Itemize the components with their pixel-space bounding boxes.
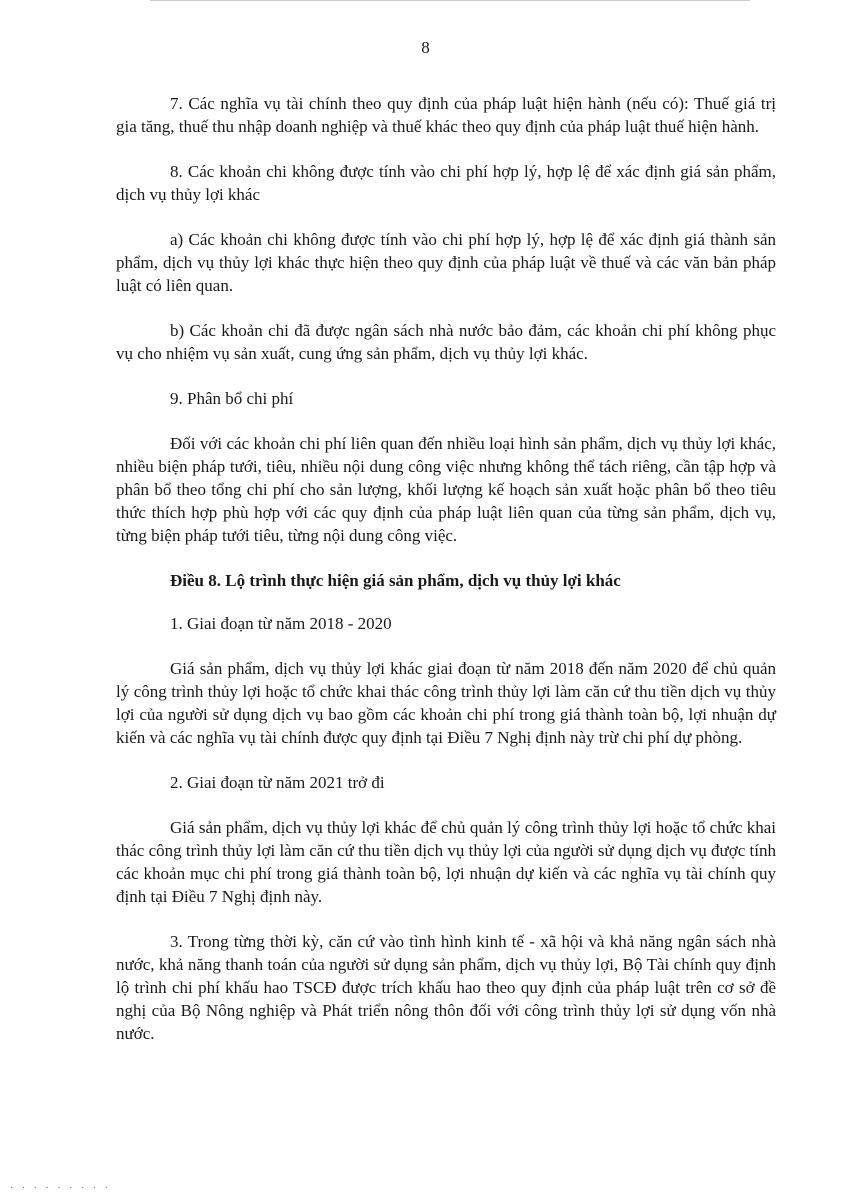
article-8-item-2-body: Giá sản phẩm, dịch vụ thủy lợi khác để chủ quản lý công trình thủy lợi hoặc tổ chức khai thác công trình thủy lợi làm căn cứ thu tiền dịch vụ thủy lợi của người sử dụng dịch vụ được tính các khoản mục chi phí trong giá thành toàn bộ, lợi nhuận dự kiến và các nghĩa vụ tài chính quy định tại Điều 7 Nghị định này.: [116, 818, 776, 906]
paragraph-9-body: Đối với các khoản chi phí liên quan đến nhiều loại hình sản phẩm, dịch vụ thủy lợi khác, nhiều biện pháp tưới, tiêu, nhiều nội dung công việc nhưng không thể tách riêng, cần tập hợp và phân bổ theo tổng chi phí cho sản lượng, khối lượng kế hoạch sản xuất hoặc phân bổ theo tiêu thức thích hợp phù hợp với các quy định của pháp luật liên quan của từng sản phẩm, dịch vụ, từng biện pháp tưới tiêu, từng nội dung công việc.: [116, 434, 776, 545]
article-8-item-3: 3. Trong từng thời kỳ, căn cứ vào tình hình kinh tế - xã hội và khả năng ngân sách nhà nước, khả năng thanh toán của người sử dụng sản phẩm, dịch vụ thủy lợi, Bộ Tài chính quy định lộ trình chi phí khấu hao TSCĐ được trích khấu hao theo quy định của pháp luật trên cơ sở đề nghị của Bộ Nông nghiệp và Phát triển nông thôn đối với công trình thủy lợi sử dụng vốn nhà nước.: [116, 932, 776, 1043]
paragraph-8-excluded-costs: 8. Các khoản chi không được tính vào chi phí hợp lý, hợp lệ để xác định giá sản phẩm, dịch vụ thủy lợi khác: [116, 162, 776, 204]
paragraph-9-cost-allocation: 9. Phân bổ chi phí: [170, 389, 294, 408]
article-8-item-2: 2. Giai đoạn từ năm 2021 trở đi: [170, 773, 385, 792]
article-8-item-1: 1. Giai đoạn từ năm 2018 - 2020: [170, 614, 392, 633]
article-8-heading: Điều 8. Lộ trình thực hiện giá sản phẩm, dịch vụ thủy lợi khác: [170, 571, 621, 590]
document-body: [116, 92, 776, 1067]
paragraph-8b: b) Các khoản chi đã được ngân sách nhà nước bảo đảm, các khoản chi phí không phục vụ cho nhiệm vụ sản xuất, cung ứng sản phẩm, dịch vụ thủy lợi khác.: [116, 321, 776, 363]
paragraph-7-financial-obligations: 7. Các nghĩa vụ tài chính theo quy định của pháp luật hiện hành (nếu có): Thuế giá trị gia tăng, thuế thu nhập doanh nghiệp và thuế khác theo quy định của pháp luật thuế hiện hành.: [116, 94, 776, 136]
article-8-item-1-body: Giá sản phẩm, dịch vụ thủy lợi khác giai đoạn từ năm 2018 đến năm 2020 để chủ quản lý công trình thủy lợi hoặc tổ chức khai thác công trình thủy lợi làm căn cứ thu tiền dịch vụ thủy lợi của người sử dụng dịch vụ bao gồm các khoản chi phí trong giá thành toàn bộ, lợi nhuận dự kiến và các nghĩa vụ tài chính được quy định tại Điều 7 Nghị định này trừ chi phí dự phòng.: [116, 659, 776, 747]
scan-edge-mark: [150, 0, 750, 1]
page-number: 8: [421, 38, 430, 57]
paragraph-8a: a) Các khoản chi không được tính vào chi phí hợp lý, hợp lệ để xác định giá thành sản phẩm, dịch vụ thủy lợi khác thực hiện theo quy định của pháp luật về thuế và các văn bản pháp luật có liên quan.: [116, 230, 776, 295]
scan-noise-dots: · · · · · · · · ·: [10, 1183, 111, 1194]
